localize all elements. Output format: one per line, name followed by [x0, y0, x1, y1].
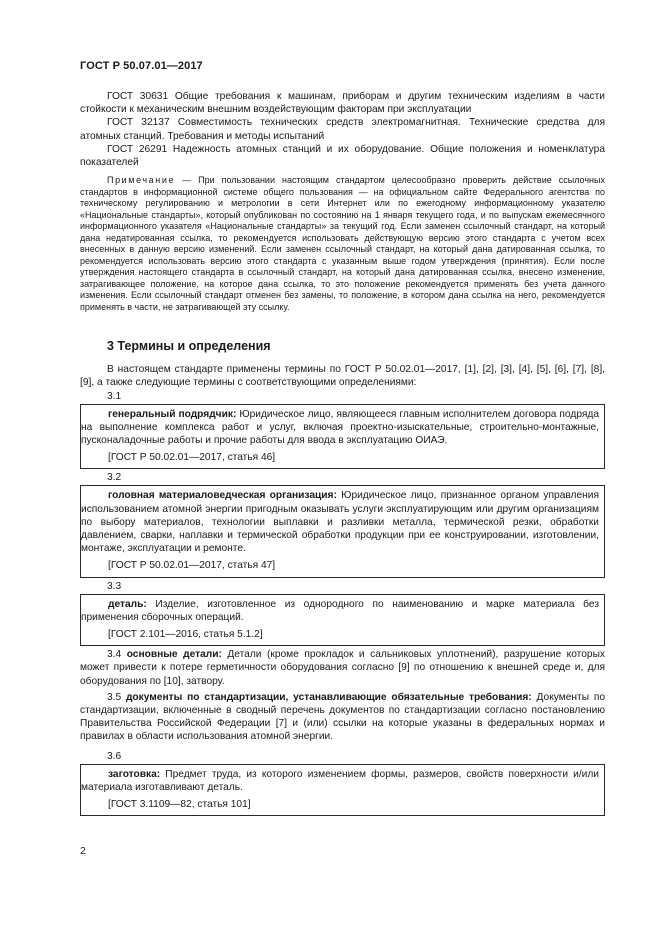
term-number: 3.4 [107, 649, 122, 661]
page-number: 2 [80, 845, 86, 857]
term-definition [81, 489, 599, 555]
term-box-head-materials-organization [80, 485, 605, 577]
term-text: Предмет труда, из которого изменением формы, размеров, свойств поверхности и/или материала изготавливают деталь. [81, 768, 599, 793]
term-number: 3.6 [107, 750, 122, 762]
term-text: Юридическое лицо, признанное органом управления использованием атомной энергии пригодным оказывать услуги эксплуатирующим или другим организациям по выбору материалов, технологии выплавки и разливки металла, термической резки, обработки давлением, сварки, наплавки и термической обработки продукции при ее конструировании, изготовлении, монтаже, эксплуатации и ремонте. [81, 490, 599, 555]
term-main-parts [80, 648, 605, 688]
term-name: генеральный подрядчик: [108, 408, 237, 420]
term-source: [ГОСТ Р 50.02.01—2017, статья 46] [108, 452, 276, 464]
term-definition [81, 768, 599, 794]
term-name: документы по стандартизации, устанавливающие обязательные требования: [125, 691, 532, 703]
term-number: 3.3 [107, 580, 122, 592]
term-definition [81, 598, 599, 624]
term-source: [ГОСТ Р 50.02.01—2017, статья 47] [108, 560, 276, 572]
note-text: — При пользовании настоящим стандартом целесообразно проверить действие ссылочных стандартов в информационной системе общего пользования — на официальном сайте Федерального агентства по техническому регулированию и метрологии в сети Интернет или по ежегодному информационному указателю «Национальные стандарты», который опубликован по состоянию на 1 января текущего года, и по выпускам ежемесячного информационного указателя «Национальные стандарты» за текущий год. Если заменен ссылочный стандарт, на который дана недатированная ссылка, то рекомендуется использовать действующую версию этого стандарта с учетом всех внесенных в данную версию изменений. Если заменен ссылочный стандарт, на который дана датированная ссылка, то рекомендуется использовать версию этого стандарта с указанным выше годом утверждения (принятия). Если после утверждения настоящего стандарта в ссылочный стандарт, на который дана датированная ссылка, внесено изменение, затрагивающее положение, на которое дана ссылка, то это положение рекомендуется применять без учета данного изменения. Если ссылочный стандарт отменен без замены, то положение, в котором дана ссылка на него, рекомендуется применять в части, не затрагивающей эту ссылку. [80, 175, 605, 312]
section-title: 3 Термины и определения [107, 339, 271, 354]
term-name: основные детали: [126, 649, 222, 661]
section-intro: В настоящем стандарте применены термины по ГОСТ Р 50.02.01—2017, [1], [2], [3], [4], [5], [6], [7], [8], [9], а также следующие термины с соответствующими определениями: [80, 364, 605, 389]
page-content [80, 90, 605, 818]
reference-gost-30631: ГОСТ 30631 Общие требования к машинам, приборам и другим техническим изделиям в части стойкости к механическим внешним воздействующим факторам при эксплуатации [80, 91, 605, 116]
term-text: Юридическое лицо, являющееся главным исполнителем договора подряда на выполнение комплекса работ и услуг, включая проектно-изыскательные, строительно-монтажные, пусконаладочные работы и прочие работы для ввода в эксплуатацию ОИАЭ. [81, 408, 599, 447]
term-standardization-documents [80, 691, 605, 744]
term-name: головная материаловедческая организация: [108, 490, 337, 502]
term-number: 3.2 [107, 472, 122, 484]
term-text: Детали (кроме прокладок и сальниковых уплотнений), разрушение которых может привести к потере герметичности оборудования согласно [9] по отношению к внешней среде и, для оборудования по [10], затвору. [80, 649, 605, 687]
term-box-part [80, 594, 605, 647]
reference-gost-26291: ГОСТ 26291 Надежность атомных станций и их оборудование. Общие положения и номенклатура показателей [80, 143, 605, 169]
term-box-general-contractor [80, 404, 605, 470]
term-name: заготовка: [108, 768, 161, 780]
note [80, 175, 605, 313]
note-label: Примечание [107, 175, 176, 186]
page-header: ГОСТ Р 50.07.01—2017 [80, 60, 203, 72]
term-box-workpiece [80, 764, 605, 817]
term-definition [81, 408, 599, 448]
term-source: [ГОСТ 3.1109—82, статья 101] [108, 799, 251, 811]
term-number: 3.5 [107, 691, 122, 703]
term-source: [ГОСТ 2.101—2016, статья 5.1.2] [108, 629, 263, 641]
term-text: Изделие, изготовленное из однородного по наименованию и марке материала без применения сборочных операций. [81, 598, 599, 623]
reference-gost-32137: ГОСТ 32137 Совместимость технических средств электромагнитная. Технические средства для атомных станций. Требования и методы испытаний [80, 117, 605, 142]
term-text: Документы по стандартизации, включенные в сводный перечень документов по стандартизации согласно постановлению Правительства Российской Федерации [7] и (или) ссылки на которые указаны в федеральных нормах и правилах в области использования атомной энергии. [80, 691, 605, 743]
term-number: 3.1 [107, 390, 122, 402]
term-name: деталь: [108, 598, 147, 610]
